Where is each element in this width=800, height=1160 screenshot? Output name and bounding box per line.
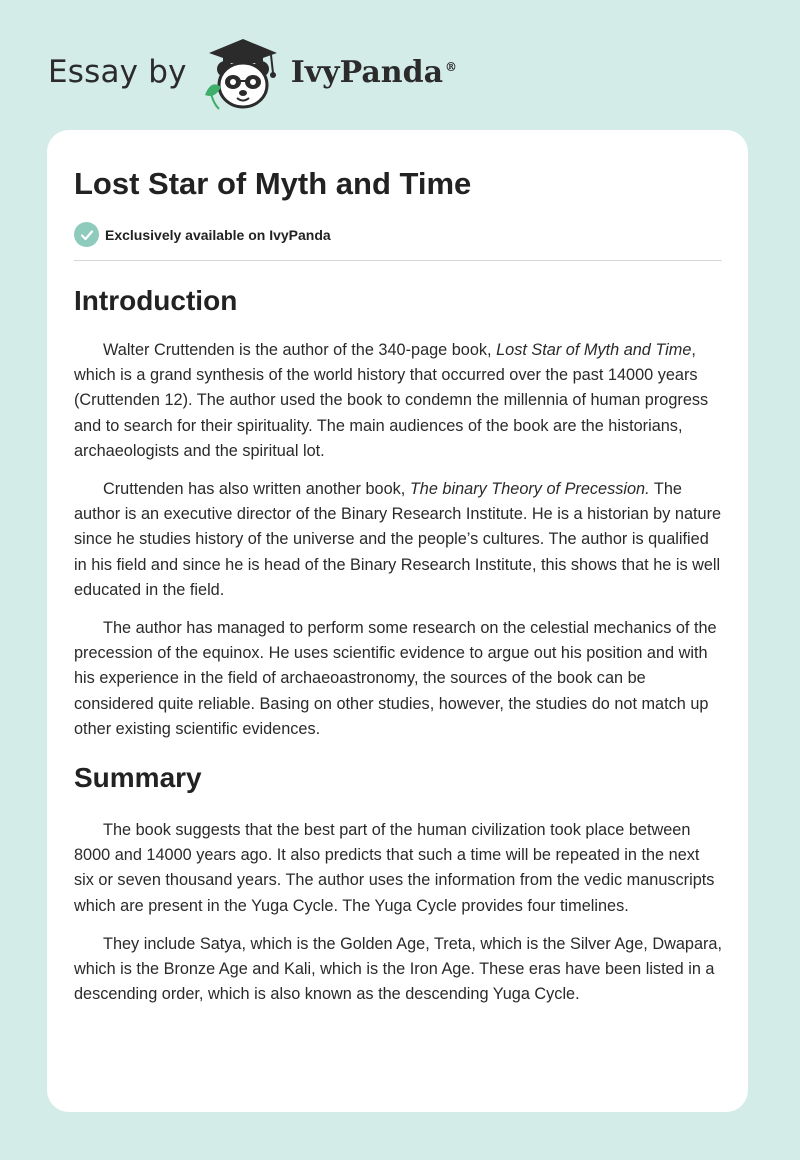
panda-graduate-icon <box>201 33 285 111</box>
paragraph <box>74 616 722 742</box>
paragraph <box>74 818 722 919</box>
essay-card <box>47 130 748 1112</box>
paragraph <box>74 477 722 603</box>
essay-by-label: Essay by <box>48 54 187 90</box>
checkmark-icon <box>74 222 99 247</box>
book-title: Lost Star of Myth and Time <box>496 341 692 359</box>
paragraph <box>74 932 722 1008</box>
text-run: The author has managed to perform some research on the celestial mechanics of the precession of the equinox. He uses scientific evidence to argue out his position and with his experience in the field of archaeoastronomy, the sources of the book can be considered quite reliable. Basing on other studies, however, the studies do not match up other existing scientific evidences. <box>74 619 717 738</box>
ivypanda-logo-text: IvyPanda ® <box>290 54 458 90</box>
text-run: The book suggests that the best part of the human civilization took place between 8000 and 14000 years ago. It also predicts that such a time will be repeated in the next six or seven thousand years. The author uses the information from the vedic manuscripts which are present in the Yuga Cycle. The Yuga Cycle provides four timelines. <box>74 821 715 915</box>
text-run: , which is a grand synthesis of the world history that occurred over the past 14000 years (Cruttenden 12). The author used the book to condemn the millennia of human progress and to search for their spirituality. The main audiences of the book are the historians, archaeologists and the spiritual lot. <box>74 341 709 460</box>
page-title: Lost Star of Myth and Time <box>74 166 472 201</box>
book-title: The binary Theory of Precession. <box>409 480 650 499</box>
text-run: They include Satya, which is the Golden Age, Treta, which is the Silver Age, Dwapara, which is the Bronze Age and Kali, which is the Iron Age. These eras have been listed in a descending order, which is also known as the descending Yuga Cycle. <box>74 934 723 1004</box>
badge-label: Exclusively available on IvyPanda <box>105 226 331 243</box>
paragraph <box>74 338 722 464</box>
section-heading-summary: Summary <box>74 762 202 794</box>
section-body-summary <box>74 818 722 1007</box>
text-run: Cruttenden has also written another book, <box>103 480 410 499</box>
section-body-introduction <box>74 338 722 742</box>
text-run: The author is an executive director of the Binary Research Institute. He is a historian by nature since he studies history of the universe and the people’s cultures. The author is qualified in his field and since he is head of the Binary Research Institute, this shows that he is well educated in the field. <box>74 480 722 599</box>
site-header <box>48 32 457 112</box>
divider <box>74 260 722 261</box>
text-run: Walter Cruttenden is the author of the 340-page book, <box>103 341 497 359</box>
section-heading-introduction: Introduction <box>74 285 238 316</box>
exclusive-badge <box>74 222 722 247</box>
